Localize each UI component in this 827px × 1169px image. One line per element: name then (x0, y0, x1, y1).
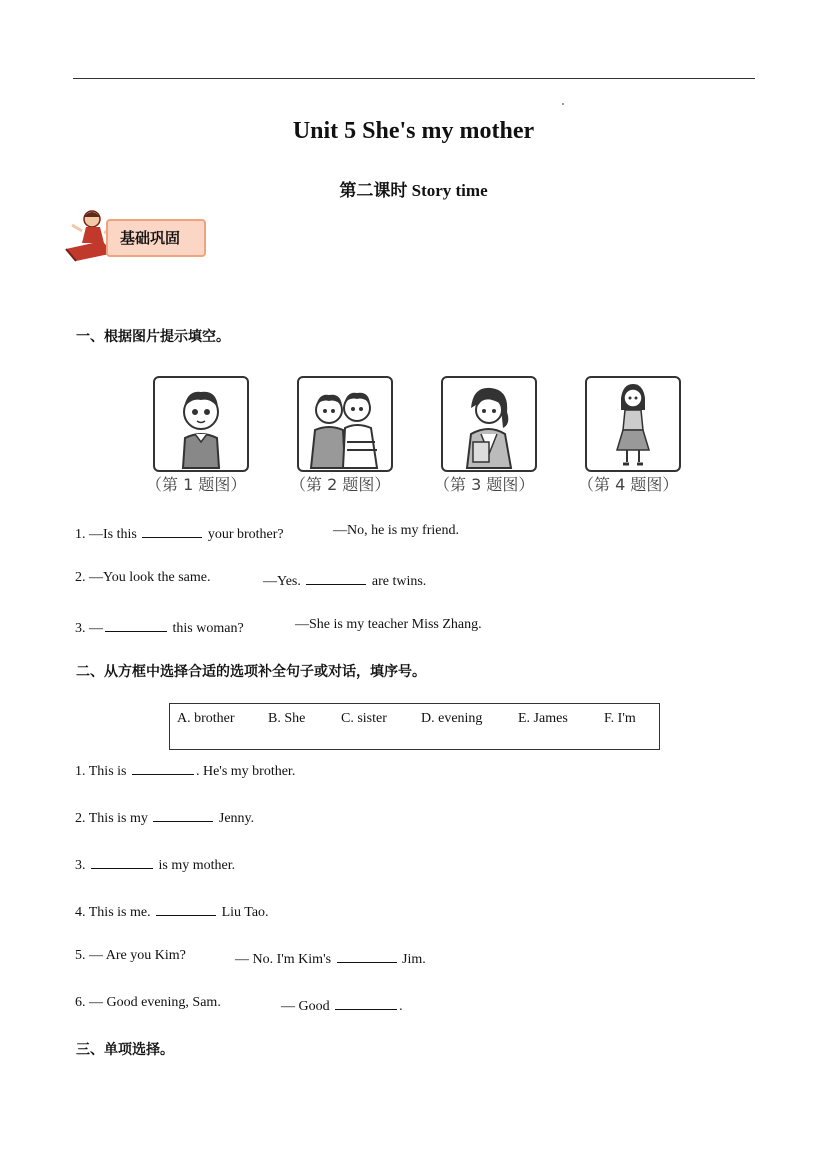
question-text: your brother? (207, 527, 284, 542)
answer-text: are twins. (371, 574, 427, 589)
option-f: F. I'm (604, 711, 636, 726)
girl-icon (587, 378, 679, 470)
stray-dot (562, 103, 564, 105)
answer-text: Jim. (402, 952, 426, 967)
question-text: 3. (75, 858, 86, 873)
page-title: Unit 5 She's my mother (292, 118, 535, 144)
section3-heading: 三、单项选择。 (76, 1042, 174, 1058)
picture-1 (153, 376, 249, 472)
twins-icon (299, 378, 391, 470)
question-text: Liu Tao. (221, 905, 269, 920)
question-text: . He's my brother. (195, 764, 296, 779)
option-c: C. sister (341, 711, 387, 726)
s2-question-1 (75, 760, 295, 780)
question-text: 5. — Are you Kim? (75, 948, 186, 963)
lesson-subtitle: 第二课时 Story time (339, 181, 488, 200)
picture-4 (585, 376, 681, 472)
caption-4: （第 4 题图） (578, 475, 679, 494)
s2-question-4 (75, 901, 269, 921)
answer-text: — Good (281, 999, 330, 1014)
caption-1: （第 1 题图） (146, 475, 247, 494)
boy-icon (155, 378, 247, 470)
answer-line (281, 995, 403, 1015)
section1-heading: 一、根据图片提示填空。 (76, 329, 230, 345)
answer-blank[interactable] (306, 570, 366, 585)
answer-blank[interactable] (142, 523, 202, 538)
answer-blank[interactable] (156, 901, 216, 916)
question-text: 1. —Is this (75, 527, 137, 542)
question-text: 2. —You look the same. (75, 570, 211, 585)
s2-question-3 (75, 854, 235, 874)
woman-icon (443, 378, 535, 470)
answer-blank[interactable] (337, 948, 397, 963)
answer-line (235, 948, 426, 968)
question-text: is my mother. (158, 858, 236, 873)
answer-blank[interactable] (105, 617, 167, 632)
answer-text: —Yes. (263, 574, 301, 589)
option-a: A. brother (177, 711, 235, 726)
options-box (169, 703, 660, 750)
option-d: D. evening (421, 711, 483, 726)
answer-line (263, 570, 426, 590)
answer-text: — No. I'm Kim's (235, 952, 332, 967)
answer-text: —She is my teacher Miss Zhang. (295, 617, 482, 632)
badge-label: 基础巩固 (120, 229, 181, 247)
question-text: 4. This is me. (75, 905, 151, 920)
question-text: this woman? (172, 621, 244, 636)
question-text: 3. — (75, 621, 103, 636)
question-text: 1. This is (75, 764, 127, 779)
answer-text: —No, he is my friend. (333, 523, 459, 538)
header-rule (73, 78, 755, 79)
question-text: Jenny. (218, 811, 255, 826)
answer-text: . (399, 999, 403, 1014)
s2-question-2 (75, 807, 254, 827)
option-b: B. She (268, 711, 306, 726)
s1-question-1 (75, 523, 459, 543)
s1-question-3 (75, 617, 482, 637)
s2-question-6 (75, 995, 403, 1014)
question-text: 6. — Good evening, Sam. (75, 995, 221, 1010)
s1-question-2 (75, 570, 427, 589)
section-badge (60, 205, 210, 265)
caption-2: （第 2 题图） (290, 475, 391, 494)
caption-3: （第 3 题图） (434, 475, 535, 494)
picture-2 (297, 376, 393, 472)
s2-question-5 (75, 948, 426, 967)
answer-blank[interactable] (153, 807, 213, 822)
option-e: E. James (518, 711, 568, 726)
question-text: 2. This is my (75, 811, 148, 826)
answer-blank[interactable] (91, 854, 153, 869)
answer-blank[interactable] (335, 995, 397, 1010)
picture-3 (441, 376, 537, 472)
section2-heading: 二、从方框中选择合适的选项补全句子或对话，填序号。 (76, 664, 426, 680)
answer-blank[interactable] (132, 760, 194, 775)
